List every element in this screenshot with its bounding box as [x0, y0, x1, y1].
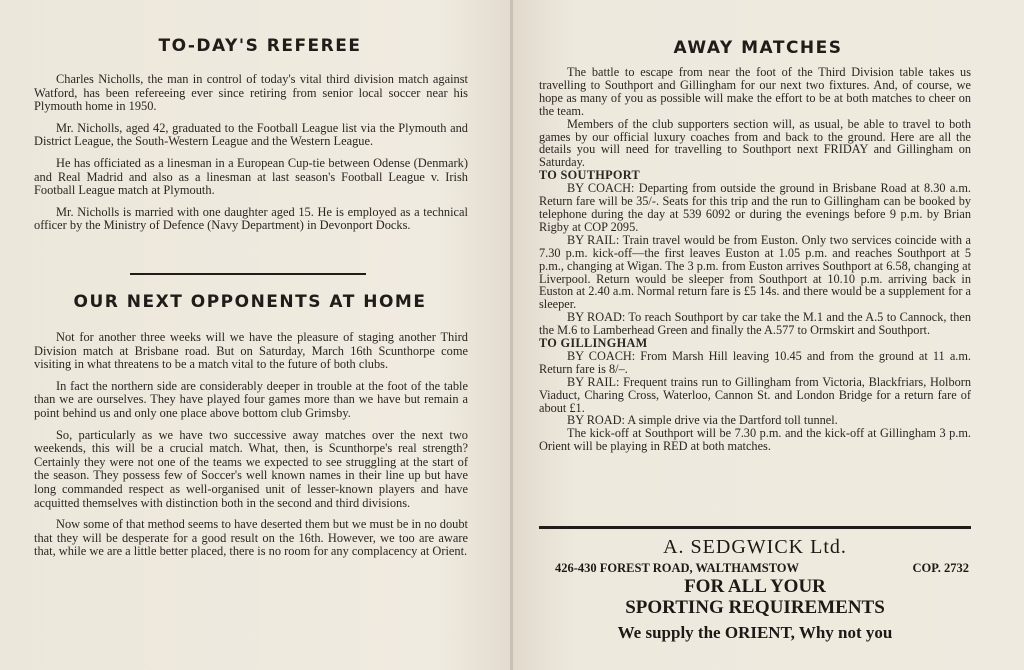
southport-rail: BY RAIL: Train travel would be from Euston. Only two services coincide with a 7.30 p.m. kick-off—the first leaves Euston at 1.05 p.m. and reaches Southport at 5 p.m., changing at Wigan. The 3 p.m. from Euston arrives Southport at 6.58, changing at Liverpool. Return would be sleeper from Southport at 10.10 p.m. arriving back in Euston at 2.40 a.m. Normal return fare is £5 14s. and there would be a supplement for a sleeper. [539, 232, 971, 312]
referee-paragraph: Mr. Nicholls is married with one daughter aged 15. He is employed as a technical officer by the Ministry of Defence (Navy Department) in Devonport Docks. [34, 204, 468, 233]
opponents-paragraph: Now some of that method seems to have deserted them but we must be in no doubt that they will be desperate for a good result on the 16th. However, we too are aware that, while we are a little better placed, there is no room for any complacency at Orient. [34, 517, 468, 559]
referee-paragraph: Charles Nicholls, the man in control of today's vital third division match against Watford, has been refereeing ever since retiring from senior local soccer near his Plymouth home in 1950. [34, 72, 468, 114]
advert-line-1: FOR ALL YOUR [684, 576, 826, 597]
sedgwick-advert [539, 534, 971, 647]
opponents-paragraph: In fact the northern side are considerably deeper in trouble at the foot of the table than we are ourselves. They have played four games more than we have but remain a point behind us and only one place above bottom club Grimsby. [34, 378, 468, 420]
opponents-paragraph: So, particularly as we have two successive away matches over the next two weekends, this will be a crucial match. What, then, is Scunthorpe's real strength? Certainly they were not one of the teams we expected to see struggling at the start of the season. They possess few of Soccer's well known names in their line up but have long commanded respect as well-organised unit of lesser-known players and have acquitted themselves with distinction both in the second and third divisions. [34, 427, 468, 510]
section-divider [130, 273, 366, 275]
referee-heading: TO-DAY'S REFEREE [158, 36, 362, 56]
advert-address: 426-430 FOREST ROAD, WALTHAMSTOW [555, 561, 800, 575]
gillingham-rail: BY RAIL: Frequent trains run to Gillingham from Victoria, Blackfriars, Holborn Viaduct, Charing Cross, Waterloo, Cannon St. and London Bridge for a return fare of about £1. [539, 374, 971, 415]
southport-coach: BY COACH: Departing from outside the ground in Brisbane Road at 8.30 a.m. Return fare will be 35/-. Seats for this trip and the run to Gillingham can be booked by telephone during the day at 539 6092 or during the evenings before 9 p.m. by Brian Rigby at COP 2095. [539, 181, 971, 234]
opponents-heading: OUR NEXT OPPONENTS AT HOME [73, 292, 427, 312]
advert-phone: COP. 2732 [912, 561, 969, 575]
referee-article [34, 73, 468, 241]
gillingham-road: BY ROAD: A simple drive via the Dartford toll tunnel. [567, 413, 838, 428]
away-matches-article [539, 66, 971, 453]
right-page [513, 0, 1024, 670]
gillingham-coach: BY COACH: From Marsh Hill leaving 10.45 and from the ground at 11 a.m. Return fare is 8/–. [539, 348, 971, 376]
southport-road: BY ROAD: To reach Southport by car take the M.1 and the A.5 to Cannock, then the M.6 to Lamberhead Green and finally the A.577 to Ormskirt and Southport. [539, 310, 971, 338]
opponents-article [34, 331, 468, 567]
southport-subheading: TO SOUTHPORT [539, 168, 640, 183]
advert-divider [539, 526, 971, 529]
away-intro-paragraph: Members of the club supporters section will, as usual, be able to travel to both games by our official luxury coaches from and back to the ground. Here are all the details you will need for travelling to Southport next FRIDAY and Gillingham on Saturday. [539, 116, 971, 170]
advert-slogan: We supply the ORIENT, Why not you [617, 623, 893, 642]
advert-address-row [539, 560, 971, 576]
referee-paragraph: Mr. Nicholls, aged 42, graduated to the Football League list via the Plymouth and District League, the South-Western League and the Western League. [34, 120, 468, 149]
gillingham-subheading: TO GILLINGHAM [539, 336, 648, 351]
away-intro-paragraph: The battle to escape from near the foot of the Third Division table takes us travelling to Southport and Gillingham for our next two fixtures. And, of course, we hope as many of you as possible will make the effort to be at both matches to cheer on the team. [539, 65, 971, 118]
opponents-paragraph: Not for another three weeks will we have the pleasure of staging another Third Division match at Brisbane road. But on Saturday, March 16th Scunthorpe come visiting in what threatens to be a match vital to the future of both clubs. [34, 330, 468, 372]
away-matches-heading: AWAY MATCHES [673, 38, 843, 58]
advert-line-2: SPORTING REQUIREMENTS [625, 597, 885, 618]
referee-paragraph: He has officiated as a linesman in a European Cup-tie between Odense (Denmark) and Real Madrid and also as a linesman at last season's Football League v. Irish Football League match at Plymouth. [34, 155, 468, 198]
advert-company: A. SEDGWICK Ltd. [663, 536, 847, 558]
kickoff-note: The kick-off at Southport will be 7.30 p.m. and the kick-off at Gillingham 3 p.m. Orient will be playing in RED at both matches. [539, 426, 971, 454]
